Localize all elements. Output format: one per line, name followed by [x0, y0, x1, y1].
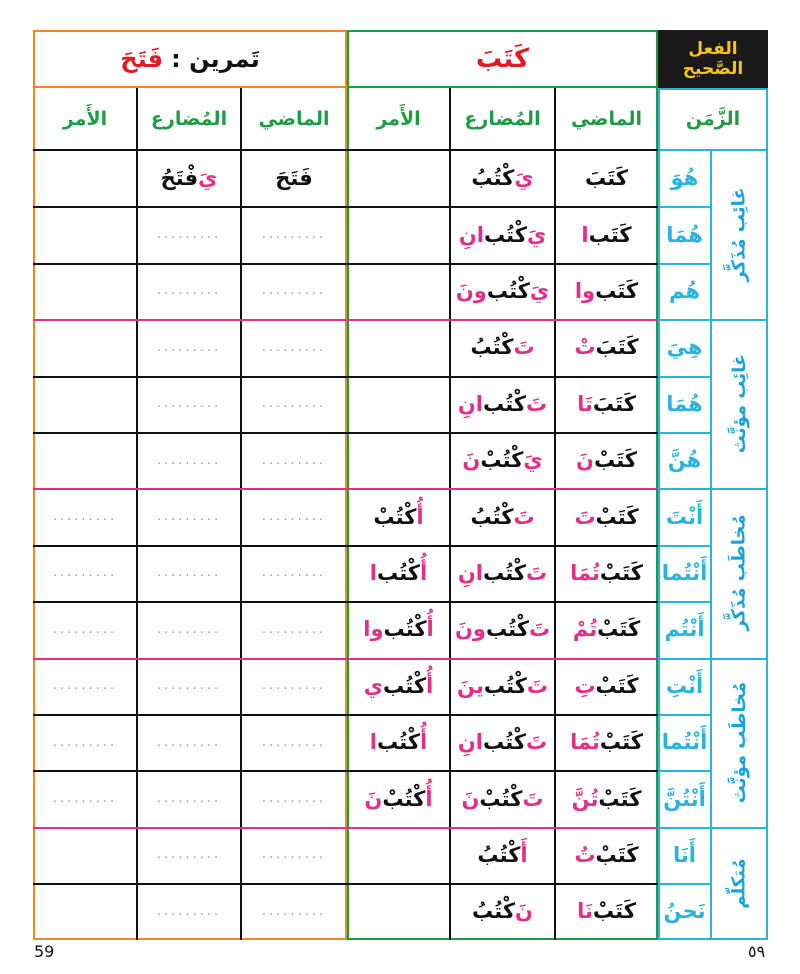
- mudari-cell: [450, 432, 555, 488]
- mudari-cell: [450, 601, 555, 657]
- madi-suffix: نَ: [576, 448, 594, 473]
- ex-madi-blank[interactable]: [241, 376, 347, 432]
- ex-mudari-blank[interactable]: [137, 883, 241, 939]
- mudari-prefix: أَ: [520, 842, 528, 867]
- answer-blank: .........: [156, 734, 222, 750]
- mudari-stem: كْتُب: [485, 617, 529, 642]
- mudari-suffix: انِ: [457, 560, 483, 585]
- pronoun-text: هُوَ: [670, 166, 699, 191]
- mudari-cell: [450, 206, 555, 262]
- pronoun-text: أَنْتِ: [665, 673, 704, 698]
- amr-prefix: أُ: [420, 560, 428, 585]
- group-label-text: مُتكلّم: [729, 857, 750, 909]
- mudari-cell: [450, 376, 555, 432]
- amr-suffix: نَ: [364, 786, 383, 811]
- ex-mudari-blank[interactable]: [137, 376, 241, 432]
- pronoun-text: هُمَا: [666, 222, 703, 247]
- answer-blank: .........: [261, 227, 327, 243]
- answer-blank: .........: [156, 903, 222, 919]
- ex-madi-blank[interactable]: [241, 432, 347, 488]
- exercise-verb: فَتَحَ: [120, 45, 164, 73]
- exercise-header-box: [33, 30, 347, 88]
- madi-cell: [555, 432, 658, 488]
- ex-madi-blank[interactable]: [241, 206, 347, 262]
- answer-blank: .........: [156, 339, 222, 355]
- ex-mudari-blank[interactable]: [137, 658, 241, 714]
- pronoun-text: هُم: [668, 278, 701, 303]
- amr-cell: [347, 601, 450, 657]
- ex-mudari-cell: [137, 150, 241, 206]
- madi-cell: [555, 714, 658, 770]
- madi-suffix: تُمَا: [570, 560, 600, 585]
- madi-stem: كَتَبَ: [595, 335, 639, 360]
- ex-mudari-blank[interactable]: [137, 319, 241, 375]
- header-ex-amr: الأَمر: [62, 108, 108, 130]
- mudari-prefix: تَ: [526, 560, 548, 585]
- amr-stem: كْتُبْ: [382, 786, 426, 811]
- madi-suffix: تَ: [574, 504, 596, 529]
- answer-blank: .........: [261, 283, 327, 299]
- mudari-prefix: يَ: [529, 278, 550, 303]
- header-ex-madi: الماضي: [258, 108, 330, 130]
- pronoun-text: أَنْتُما: [661, 730, 708, 755]
- madi-stem: كَتَبْ: [599, 560, 643, 585]
- ex-madi-blank[interactable]: [241, 319, 347, 375]
- mudari-stem: كْتُبُ: [477, 842, 521, 867]
- verb-header-box: [347, 30, 658, 88]
- mudari-stem: كْتُب: [483, 222, 527, 247]
- mudari-cell: [450, 883, 555, 939]
- ex-madi-blank[interactable]: [241, 827, 347, 883]
- ex-mudari-blank[interactable]: [137, 206, 241, 262]
- group-label-text: مُخاطَب مُذَكَّر: [729, 514, 751, 632]
- mudari-stem: كْتُب: [483, 673, 527, 698]
- madi-cell: [555, 488, 658, 544]
- group-label: [711, 658, 768, 827]
- madi-stem: كَتَبْ: [595, 842, 639, 867]
- madi-cell: [555, 319, 658, 375]
- madi-stem: كَتَبَ: [585, 166, 629, 191]
- mudari-stem: كْتُبُ: [470, 335, 514, 360]
- mudari-prefix: تَ: [526, 673, 548, 698]
- pronoun-text: أَنْتَ: [665, 504, 704, 529]
- title-line-1: الفعل: [688, 39, 738, 59]
- pronoun-text: أَنَا: [673, 842, 696, 867]
- answer-blank: .........: [261, 903, 327, 919]
- ex-mudari-blank[interactable]: [137, 827, 241, 883]
- answer-blank: .........: [261, 565, 327, 581]
- header-mudari: المُضارع: [464, 108, 541, 130]
- mudari-suffix: ونَ: [455, 278, 487, 303]
- ex-madi-word: فَتَحَ: [275, 166, 313, 191]
- ex-madi-blank[interactable]: [241, 658, 347, 714]
- ex-amr-blank[interactable]: [33, 714, 137, 770]
- mudari-suffix: نَ: [461, 786, 480, 811]
- amr-stem: كْتُب: [377, 560, 421, 585]
- pronoun-cell: [658, 714, 711, 770]
- amr-prefix: أُ: [426, 617, 434, 642]
- answer-blank: .........: [156, 678, 222, 694]
- pronoun-cell: [658, 601, 711, 657]
- group-label: [711, 150, 768, 319]
- madi-cell: [555, 770, 658, 826]
- pronoun-cell: [658, 432, 711, 488]
- mudari-stem: كْتُبُ: [472, 899, 516, 924]
- madi-stem: كَتَبْ: [595, 673, 639, 698]
- madi-cell: [555, 545, 658, 601]
- verb-header: كَتَبَ: [475, 44, 530, 74]
- pronoun-cell: [658, 206, 711, 262]
- ex-mudari-blank[interactable]: [137, 601, 241, 657]
- ex-mudari-blank[interactable]: [137, 488, 241, 544]
- amr-stem: كْتُب: [377, 730, 421, 755]
- page-number-right: ٥٩: [748, 942, 766, 961]
- header-zaman: الزَّمَن: [685, 108, 741, 130]
- ex-madi-blank[interactable]: [241, 770, 347, 826]
- madi-suffix: تِ: [574, 673, 596, 698]
- mudari-cell: [450, 658, 555, 714]
- pronoun-text: أَنْتُنَّ: [663, 786, 706, 811]
- answer-blank: .........: [156, 621, 222, 637]
- madi-stem: كَتَبْ: [592, 899, 636, 924]
- ex-amr-blank[interactable]: [33, 488, 137, 544]
- group-label-text: مُخاطَب مؤنَّث: [729, 681, 750, 803]
- page-number-left: 59: [34, 942, 55, 961]
- amr-stem: كْتُب: [383, 617, 427, 642]
- mudari-stem: كْتُب: [483, 391, 527, 416]
- answer-blank: .........: [156, 509, 222, 525]
- madi-stem: كَتَب: [595, 278, 639, 303]
- ex-mudari-blank[interactable]: [137, 714, 241, 770]
- pronoun-cell: [658, 263, 711, 319]
- madi-stem: كَتَب: [588, 222, 632, 247]
- answer-blank: .........: [156, 396, 222, 412]
- mudari-prefix: نَ: [515, 899, 533, 924]
- group-label-text: غائِب مؤنَّث: [729, 354, 751, 454]
- answer-blank: .........: [52, 621, 118, 637]
- answer-blank: .........: [52, 678, 118, 694]
- exercise-prefix: تَمرين :: [171, 45, 260, 73]
- pronoun-cell: [658, 488, 711, 544]
- answer-blank: .........: [156, 283, 222, 299]
- answer-blank: .........: [156, 565, 222, 581]
- title-line-2: الصَّحيح: [682, 59, 744, 79]
- mudari-stem: كْتُبُ: [470, 504, 514, 529]
- mudari-cell: [450, 714, 555, 770]
- answer-blank: .........: [156, 847, 222, 863]
- ex-mudari-blank[interactable]: [137, 770, 241, 826]
- pronoun-text: هُمَا: [666, 391, 703, 416]
- mudari-prefix: تَ: [513, 504, 535, 529]
- answer-blank: .........: [156, 791, 222, 807]
- mudari-prefix: يَ: [514, 166, 534, 191]
- ex-mudari-blank[interactable]: [137, 545, 241, 601]
- mudari-suffix: انِ: [457, 730, 483, 755]
- mudari-stem: كْتُبْ: [480, 448, 524, 473]
- header-madi: الماضي: [570, 108, 643, 130]
- mudari-cell: [450, 319, 555, 375]
- header-amr: الأَمر: [376, 108, 421, 130]
- madi-stem: كَتَبْ: [595, 504, 639, 529]
- answer-blank: .........: [156, 452, 222, 468]
- pronoun-cell: [658, 319, 711, 375]
- amr-suffix: وا: [363, 617, 384, 642]
- mudari-prefix: تَ: [522, 786, 544, 811]
- amr-cell: [347, 545, 450, 601]
- amr-stem: كْتُبْ: [373, 504, 417, 529]
- amr-stem: كْتُب: [383, 673, 427, 698]
- pronoun-text: هُنَّ: [667, 448, 702, 473]
- mudari-cell: [450, 488, 555, 544]
- header-ex-mudari: المُضارع: [150, 108, 228, 130]
- amr-suffix: ي: [363, 673, 384, 698]
- madi-suffix: تُمَا: [570, 730, 600, 755]
- pronoun-text: أَنْتُما: [661, 560, 708, 585]
- answer-blank: .........: [261, 678, 327, 694]
- mudari-prefix: تَ: [513, 335, 535, 360]
- answer-blank: .........: [52, 509, 118, 525]
- ex-madi-blank[interactable]: [241, 601, 347, 657]
- amr-prefix: أُ: [420, 730, 428, 755]
- madi-cell: [555, 827, 658, 883]
- mudari-suffix: انِ: [457, 391, 483, 416]
- mudari-cell: [450, 263, 555, 319]
- amr-prefix: أُ: [426, 673, 434, 698]
- ex-mudari-stem: فْتَحُ: [160, 166, 199, 191]
- mudari-suffix: نَ: [462, 448, 481, 473]
- amr-cell: [347, 714, 450, 770]
- madi-cell: [555, 206, 658, 262]
- mudari-suffix: ونَ: [454, 617, 486, 642]
- mudari-cell: [450, 545, 555, 601]
- ex-madi-blank[interactable]: [241, 714, 347, 770]
- answer-blank: .........: [261, 509, 327, 525]
- pronoun-text: نَحنُ: [663, 899, 706, 924]
- mudari-cell: [450, 770, 555, 826]
- mudari-suffix: ينَ: [457, 673, 484, 698]
- madi-suffix: تُ: [574, 842, 596, 867]
- ex-madi-blank[interactable]: [241, 263, 347, 319]
- mudari-cell: [450, 827, 555, 883]
- madi-cell: [555, 658, 658, 714]
- answer-blank: .........: [261, 452, 327, 468]
- pronoun-cell: [658, 827, 711, 883]
- answer-blank: .........: [261, 734, 327, 750]
- madi-stem: كَتَبْ: [598, 786, 642, 811]
- answer-blank: .........: [52, 734, 118, 750]
- answer-blank: .........: [156, 227, 222, 243]
- madi-suffix: نَا: [577, 899, 593, 924]
- pronoun-cell: [658, 658, 711, 714]
- madi-suffix: تُنَّ: [571, 786, 599, 811]
- mudari-stem: كْتُب: [483, 560, 527, 585]
- group-label: [711, 488, 768, 657]
- mudari-cell: [450, 150, 555, 206]
- answer-blank: .........: [261, 621, 327, 637]
- pronoun-cell: [658, 883, 711, 939]
- madi-cell: [555, 601, 658, 657]
- group-label: [711, 827, 768, 940]
- ex-madi-blank[interactable]: [241, 883, 347, 939]
- mudari-stem: كْتُبْ: [479, 786, 523, 811]
- mudari-prefix: يَ: [526, 222, 547, 247]
- answer-blank: .........: [261, 847, 327, 863]
- answer-blank: .........: [261, 396, 327, 412]
- mudari-prefix: تَ: [526, 730, 548, 755]
- pronoun-cell: [658, 150, 711, 206]
- pronoun-text: أَنْتُم: [664, 617, 705, 642]
- ex-amr-blank[interactable]: [33, 770, 137, 826]
- mudari-stem: كْتُب: [483, 730, 527, 755]
- madi-suffix: وا: [574, 278, 596, 303]
- ex-mudari-blank[interactable]: [137, 432, 241, 488]
- pronoun-cell: [658, 545, 711, 601]
- answer-blank: .........: [52, 791, 118, 807]
- ex-mudari-blank[interactable]: [137, 263, 241, 319]
- ex-madi-cell: [241, 150, 347, 206]
- amr-suffix: ا: [369, 730, 377, 755]
- madi-cell: [555, 376, 658, 432]
- answer-blank: .........: [52, 565, 118, 581]
- mudari-stem: كْتُب: [486, 278, 530, 303]
- mudari-suffix: انِ: [458, 222, 484, 247]
- amr-cell: [347, 770, 450, 826]
- pronoun-text: هِيَ: [666, 335, 703, 360]
- madi-stem: كَتَبَ: [592, 391, 636, 416]
- group-label-text: غائِب مُذَكَّر: [729, 187, 750, 282]
- mudari-prefix: تَ: [526, 391, 548, 416]
- madi-cell: [555, 883, 658, 939]
- answer-blank: .........: [261, 791, 327, 807]
- ex-madi-blank[interactable]: [241, 545, 347, 601]
- answer-blank: .........: [261, 339, 327, 355]
- amr-suffix: ا: [369, 560, 377, 585]
- ex-amr-blank[interactable]: [33, 601, 137, 657]
- pronoun-cell: [658, 376, 711, 432]
- mudari-prefix: تَ: [528, 617, 551, 642]
- madi-suffix: ا: [581, 222, 589, 247]
- amr-cell: [347, 658, 450, 714]
- madi-cell: [555, 150, 658, 206]
- madi-cell: [555, 263, 658, 319]
- group-label: [711, 319, 768, 488]
- ex-mudari-prefix: يَ: [198, 166, 218, 191]
- pronoun-cell: [658, 770, 711, 826]
- title-box: [658, 30, 768, 88]
- ex-amr-blank[interactable]: [33, 658, 137, 714]
- ex-amr-blank[interactable]: [33, 545, 137, 601]
- madi-suffix: تُمْ: [572, 617, 598, 642]
- madi-stem: كَتَبْ: [599, 730, 643, 755]
- madi-stem: كَتَبْ: [597, 617, 641, 642]
- mudari-prefix: يَ: [523, 448, 543, 473]
- amr-prefix: أُ: [416, 504, 424, 529]
- madi-suffix: تْ: [574, 335, 596, 360]
- madi-suffix: تَا: [577, 391, 593, 416]
- amr-cell: [347, 488, 450, 544]
- ex-madi-blank[interactable]: [241, 488, 347, 544]
- amr-prefix: أُ: [425, 786, 433, 811]
- madi-stem: كَتَبْ: [593, 448, 637, 473]
- mudari-stem: كْتُبُ: [471, 166, 515, 191]
